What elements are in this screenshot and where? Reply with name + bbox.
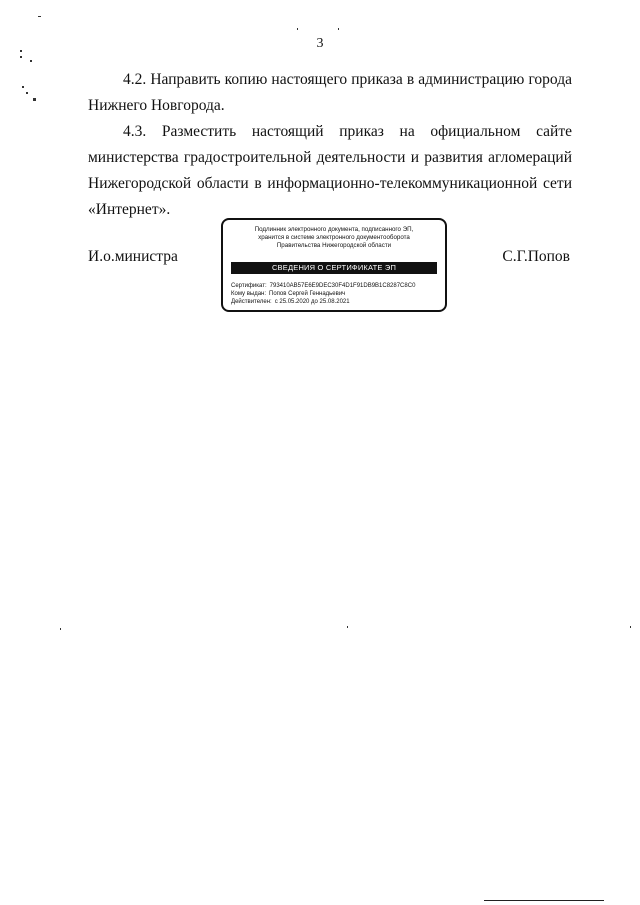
issued-to-value: Попов Сергей Геннадьевич — [269, 291, 346, 297]
certificate-value: 793410AB57E6E9DEC30F4D1F91DB9B1C8287C8C0 — [269, 283, 416, 289]
stamp-header — [229, 226, 439, 250]
scan-edge-line — [484, 900, 604, 901]
scan-speck — [26, 92, 28, 94]
stamp-certificate-bar: СВЕДЕНИЯ О СЕРТИФИКАТЕ ЭП — [231, 262, 437, 274]
scan-speck — [30, 60, 32, 62]
paragraph-4-3: 4.3. Разместить настоящий приказ на официальном сайте министерства градостроительной деятельности и развития агломераций Нижегородской области в информационно-телекоммуникационной сети «Интернет». — [88, 123, 572, 218]
signer-name: С.Г.Попов — [502, 248, 570, 265]
scan-speck — [338, 28, 339, 30]
stamp-certificate-row — [231, 282, 439, 290]
issued-to-label: Кому выдан: — [231, 291, 267, 297]
scan-speck — [297, 28, 298, 30]
scan-speck — [60, 628, 61, 630]
scan-speck — [630, 626, 631, 628]
stamp-valid-row — [231, 298, 439, 306]
valid-label: Действителен: — [231, 299, 272, 305]
scan-speck — [347, 626, 348, 628]
paragraph-4-2: 4.2. Направить копию настоящего приказа в администрацию города Нижнего Новгорода. — [88, 71, 572, 114]
valid-value: с 25.05.2020 до 25.08.2021 — [274, 299, 350, 305]
stamp-header-line: Подлинник электронного документа, подписанного ЭП, — [254, 226, 414, 233]
scan-speck — [22, 86, 24, 88]
stamp-header-line: хранится в системе электронного документооборота — [258, 234, 410, 241]
scan-speck — [38, 16, 41, 17]
page-number: 3 — [316, 36, 324, 51]
certificate-label: Сертификат: — [231, 283, 267, 289]
scan-speck — [20, 50, 22, 52]
stamp-header-line: Правительства Нижегородской области — [276, 242, 392, 249]
scan-speck — [33, 98, 36, 101]
stamp-issued-to-row — [231, 290, 439, 298]
electronic-signature-stamp — [221, 218, 447, 312]
stamp-details — [231, 282, 439, 306]
signer-title: И.о.министра — [88, 248, 178, 265]
scan-speck — [20, 56, 22, 58]
